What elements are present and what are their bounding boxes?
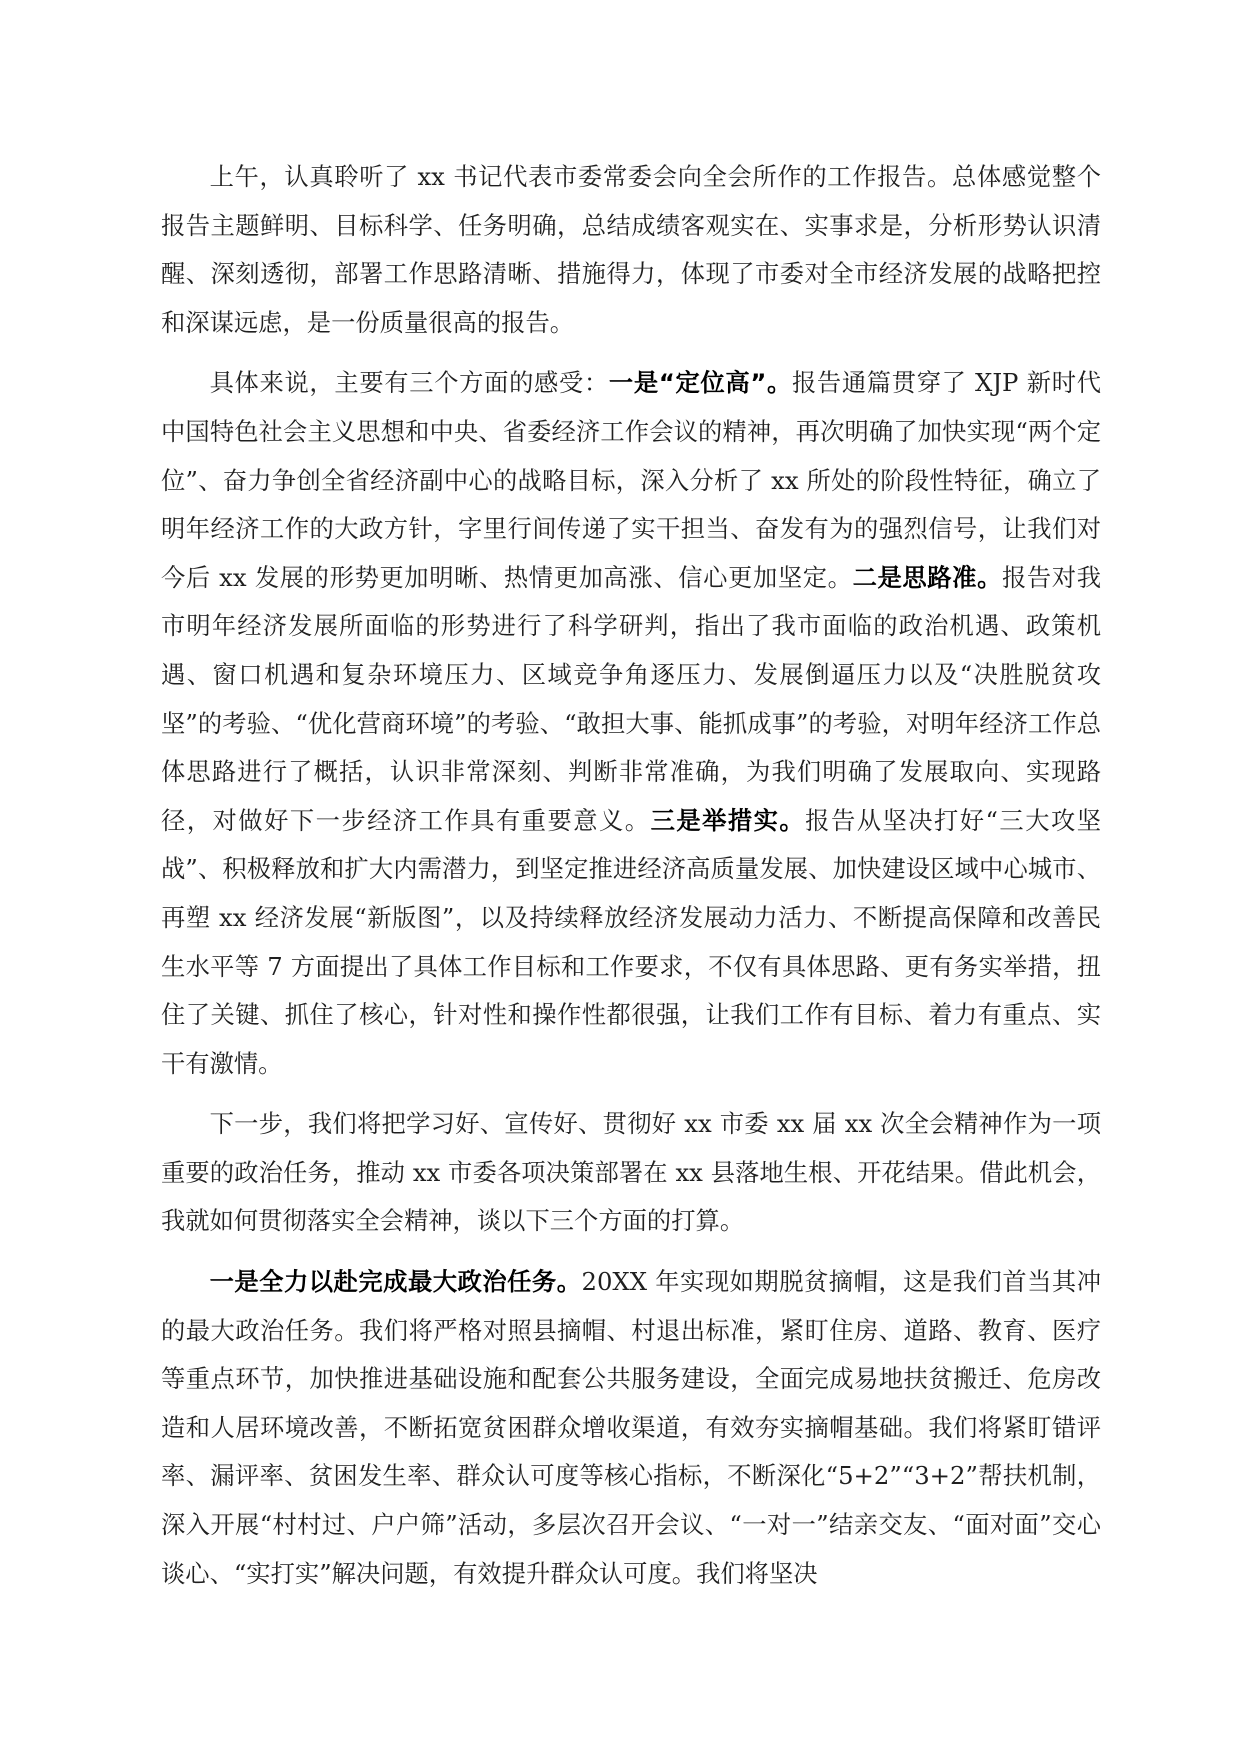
document-body bbox=[161, 153, 1101, 1598]
paragraph-three-impressions bbox=[161, 359, 1101, 1088]
bold-heading-political-task: 一是全力以赴完成最大政治任务。 bbox=[209, 1267, 582, 1297]
paragraph-text: 报告对我市明年经济发展所面临的形势进行了科学研判，指出了我市面临的政治机遇、政策机遇、窗口机遇和复杂环境压力、区域竞争角逐压力、发展倒逼压力以及“决胜脱贫攻坚”的考验、“优化营商环境”的考验、“敢担大事、能抓成事”的考验，对明年经济工作总体思路进行了概括，认识非常深刻、判断非常准确，为我们明确了发展取向、实现路径，对做好下一步经济工作具有重要意义。 bbox=[161, 562, 1101, 835]
paragraph-text: 上午，认真聆听了 xx 书记代表市委常委会向全会所作的工作报告。总体感觉整个报告主题鲜明、目标科学、任务明确，总结成绩客观实在、实事求是，分析形势认识清醒、深刻透彻，部署工作思路清晰、措施得力，体现了市委对全市经济发展的战略把控和深谋远虑，是一份质量很高的报告。 bbox=[161, 162, 1101, 337]
bold-heading-measures: 三是举措实。 bbox=[650, 805, 806, 835]
paragraph-text: 20XX 年实现如期脱贫摘帽，这是我们首当其冲的最大政治任务。我们将严格对照县摘帽、村退出标准，紧盯住房、道路、教育、医疗等重点环节，加快推进基础设施和配套公共服务建设，全面完成易地扶贫搬迁、危房改造和人居环境改善，不断拓宽贫困群众增收渠道，有效夯实摘帽基础。我们将紧盯错评率、漏评率、贫困发生率、群众认可度等核心指标，不断深化“5+2”“3+2”帮扶机制，深入开展“村村过、户户筛”活动，多层次召开会议、“一对一”结亲交友、“面对面”交心谈心、“实打实”解决问题，有效提升群众认可度。我们将坚决 bbox=[161, 1267, 1102, 1588]
bold-heading-positioning: 一是“定位高”。 bbox=[608, 368, 792, 398]
paragraph-next-steps bbox=[161, 1100, 1101, 1246]
paragraph-text: 报告通篇贯穿了 XJP 新时代中国特色社会主义思想和中央、省委经济工作会议的精神，再次明确了加快实现“两个定位”、奋力争创全省经济副中心的战略目标，深入分析了 xx 所处的阶段性特征，确立了明年经济工作的大政方针，字里行间传递了实干担当、奋发有为的强烈信号，让我们对今后 xx 发展的形势更加明晰、热情更加高涨、信心更加坚定。 bbox=[161, 368, 1102, 592]
paragraph-opening bbox=[161, 153, 1101, 347]
paragraph-text: 具体来说，主要有三个方面的感受： bbox=[209, 368, 609, 398]
paragraph-text: 下一步，我们将把学习好、宣传好、贯彻好 xx 市委 xx 届 xx 次全会精神作为一项重要的政治任务，推动 xx 市委各项决策部署在 xx 县落地生根、开花结果。借此机会，我就如何贯彻落实全会精神，谈以下三个方面的打算。 bbox=[161, 1109, 1101, 1236]
paragraph-text: 报告从坚决打好“三大攻坚战”、积极释放和扩大内需潜力，到坚定推进经济高质量发展、加快建设区域中心城市、再塑 xx 经济发展“新版图”，以及持续释放经济发展动力活力、不断提高保障和改善民生水平等 7 方面提出了具体工作目标和工作要求，不仅有具体思路、更有务实举措，扭住了关键、抓住了核心，针对性和操作性都很强，让我们工作有目标、着力有重点、实干有激情。 bbox=[161, 805, 1102, 1078]
paragraph-poverty-task bbox=[161, 1258, 1101, 1598]
bold-heading-approach: 二是思路准。 bbox=[852, 562, 1002, 592]
